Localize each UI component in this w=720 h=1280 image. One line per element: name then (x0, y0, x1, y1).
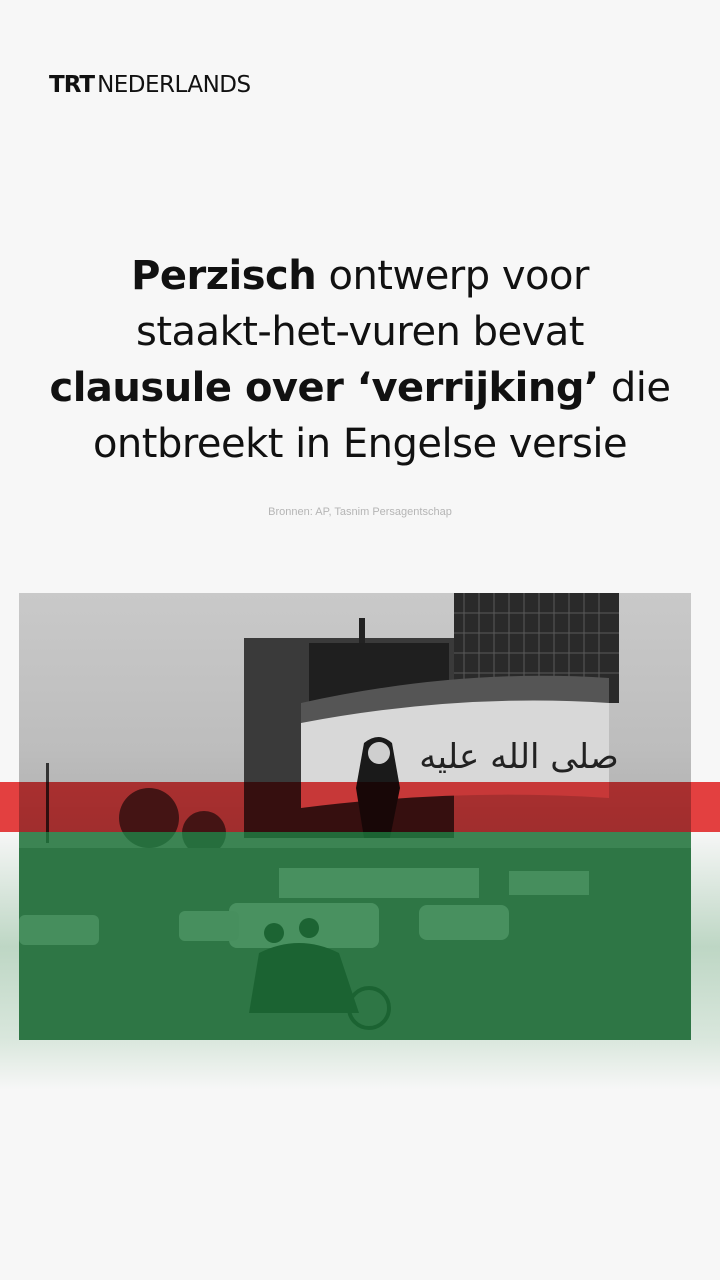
news-photo-composite (0, 590, 720, 1100)
logo-region: NEDERLANDS (97, 72, 251, 98)
red-accent-band (0, 782, 720, 832)
headline (0, 248, 720, 472)
logo-brand: TRT (49, 72, 95, 98)
banner-calligraphy: صلى الله عليه (419, 737, 619, 777)
headline-bold-1: Perzisch (131, 253, 317, 299)
headline-line-4: ontbreekt in Engelse versie (92, 421, 628, 467)
headline-line-2: staakt-het-vuren bevat (136, 309, 584, 355)
headline-line-1 (0, 248, 720, 304)
headline-rest-1: ontwerp voor (316, 253, 589, 299)
headline-bold-3: clausule over ‘verrijking’ (49, 365, 599, 411)
headline-rest-3: die (598, 365, 671, 411)
green-accent-overlay (19, 832, 691, 1040)
sources-credit: Bronnen: AP, Tasnim Persagentschap (268, 506, 452, 518)
trt-nederlands-logo (49, 70, 251, 100)
headline-line-3 (0, 360, 720, 416)
